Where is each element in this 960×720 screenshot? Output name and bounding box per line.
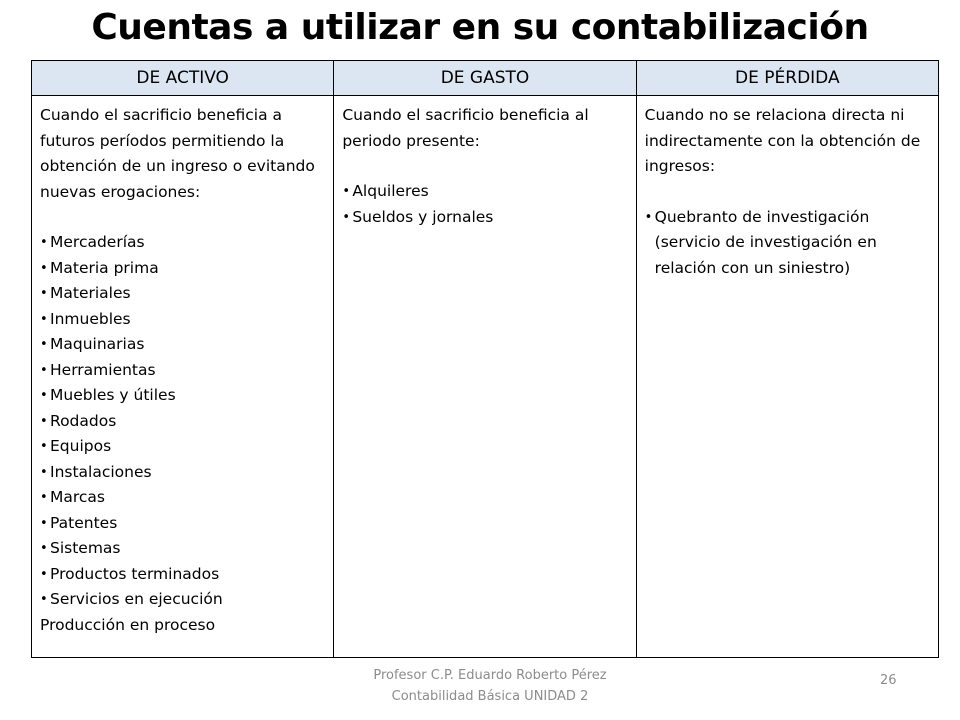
footer <box>340 665 640 707</box>
footer-course: Contabilidad Básica UNIDAD 2 <box>391 689 589 704</box>
perdida-list <box>645 205 930 282</box>
list-item: • Instalaciones <box>40 460 325 486</box>
perdida-intro: Cuando no se relaciona directa ni indirectamente con la obtención de ingresos: <box>644 106 921 175</box>
header-activo: DE ACTIVO <box>32 61 334 96</box>
header-perdida: DE PÉRDIDA <box>636 61 938 96</box>
footer-author: Profesor C.P. Eduardo Roberto Pérez <box>373 668 607 683</box>
list-item: • Rodados <box>40 409 325 435</box>
list-item: • Quebranto de investigación (servicio de investigación en relación con un siniestro) <box>645 205 930 282</box>
cell-perdida <box>636 96 938 658</box>
list-item: • Marcas <box>40 485 325 511</box>
list-item: • Herramientas <box>40 358 325 384</box>
table-header-row <box>32 61 939 96</box>
header-gasto: DE GASTO <box>334 61 636 96</box>
list-item: • Servicios en ejecución <box>40 587 325 613</box>
slide-title: Cuentas a utilizar en su contabilización <box>91 7 869 48</box>
list-item: • Sueldos y jornales <box>342 205 627 231</box>
accounts-table <box>31 60 939 658</box>
activo-list <box>40 230 325 613</box>
list-item: • Mercaderías <box>40 230 325 256</box>
page-number: 26 <box>880 673 897 688</box>
cell-activo <box>32 96 334 658</box>
list-item: • Productos terminados <box>40 562 325 588</box>
gasto-intro: Cuando el sacrificio beneficia al periodo presente: <box>342 106 589 150</box>
cell-gasto <box>334 96 636 658</box>
activo-trailing-text: Producción en proceso <box>40 615 216 634</box>
activo-intro: Cuando el sacrificio beneficia a futuros períodos permitiendo la obtención de un ingreso o evitando nuevas erogaciones: <box>40 106 315 201</box>
list-item: • Alquileres <box>342 179 627 205</box>
list-item: • Maquinarias <box>40 332 325 358</box>
list-item: • Materiales <box>40 281 325 307</box>
list-item: • Materia prima <box>40 256 325 282</box>
list-item: • Equipos <box>40 434 325 460</box>
list-item: • Sistemas <box>40 536 325 562</box>
list-item: • Muebles y útiles <box>40 383 325 409</box>
gasto-list <box>342 179 627 230</box>
list-item: • Patentes <box>40 511 325 537</box>
table-row <box>32 96 939 658</box>
list-item: • Inmuebles <box>40 307 325 333</box>
